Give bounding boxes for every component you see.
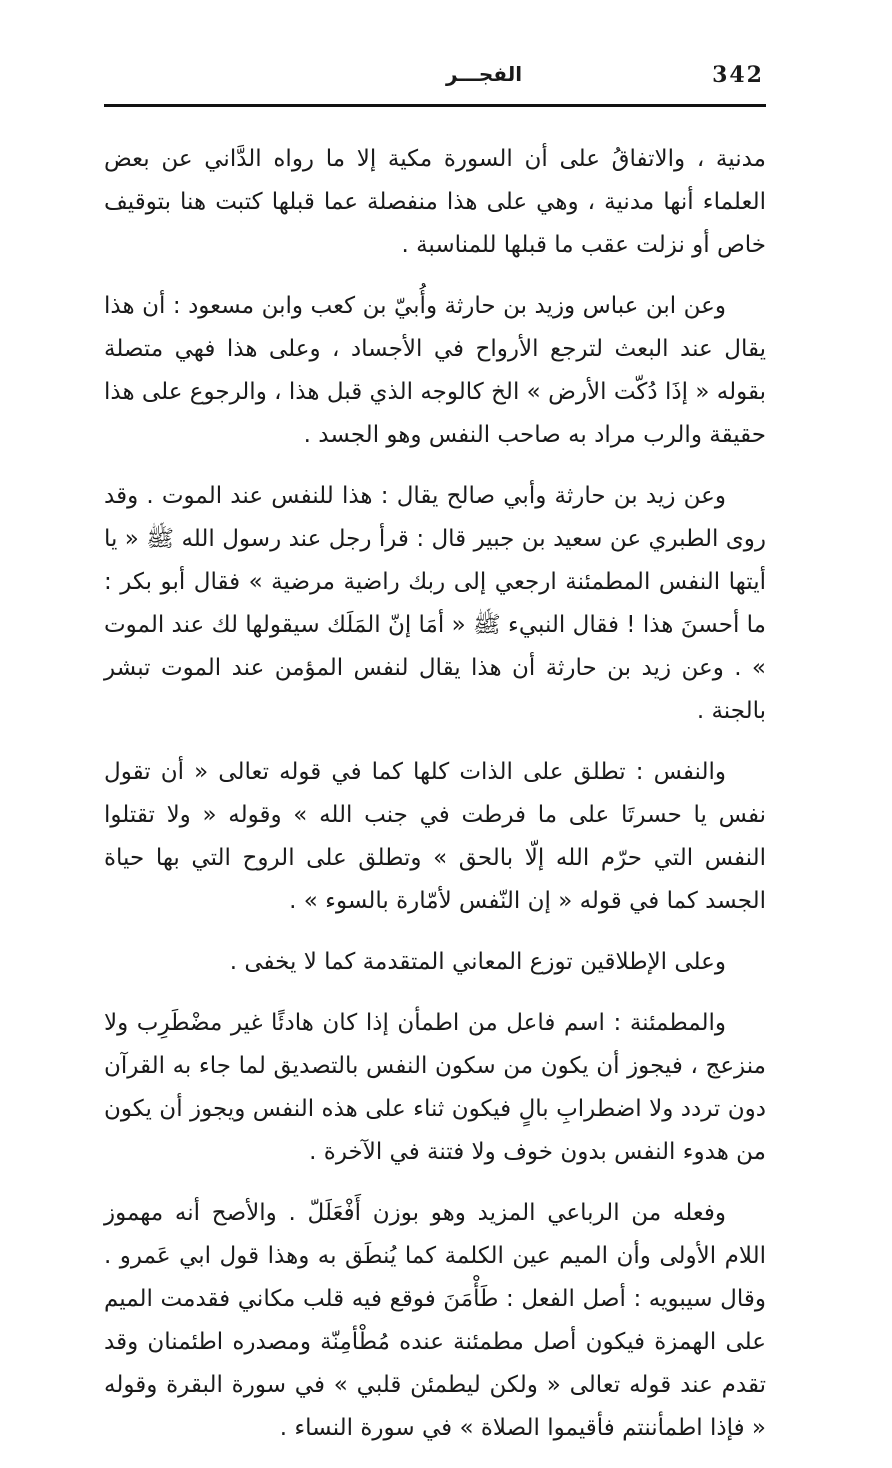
paragraph: وعلى الإطلاقين توزع المعاني المتقدمة كما لا يخفى .	[229, 949, 726, 975]
paragraph: وعن زيد بن حارثة وأبي صالح يقال : هذا للنفس عند الموت . وقد روى الطبري عن سعيد بن جبير قال : قرأ رجل عند رسول الله ﷺ « يا أيتها النفس المطمئنة ارجعي إلى ربك راضية مرضية » فقال أبو بكر : ما أحسنَ هذا ! فقال النبيء ﷺ « أمَا إنّ المَلَك سيقولها لك عند الموت » . وعن زيد بن حارثة أن هذا يقال لنفس المؤمن عند الموت تبشر بالجنة .	[104, 483, 766, 724]
paragraph: مدنية ، والاتفاقُ على أن السورة مكية إلا ما رواه الدَّاني عن بعض العلماء أنها مدنية ، وهي على هذا منفصلة عما قبلها كتبت هنا بتوقيف خاص أو نزلت عقب ما قبلها للمناسبة .	[104, 146, 766, 258]
paragraph: والنفس : تطلق على الذات كلها كما في قوله تعالى « أن تقول نفس يا حسرتَا على ما فرطت في جنب الله » وقوله « ولا تقتلوا النفس التي حرّم الله إلّا بالحق » وتطلق على الروح التي بها حياة الجسد كما في قوله « إن النّفس لأمّارة بالسوء » .	[104, 759, 766, 914]
page-number: 342	[712, 62, 764, 88]
paragraph: والمطمئنة : اسم فاعل من اطمأن إذا كان هادئًا غير مضْطَرِب ولا منزعج ، فيجوز أن يكون من سكون النفس بالتصديق لما جاء به القرآن دون تردد ولا اضطرابِ بالٍ فيكون ثناء على هذه النفس ويجوز أن يكون من هدوء النفس بدون خوف ولا فتنة في الآخرة .	[104, 1010, 766, 1165]
running-title: الفجـــر	[445, 62, 523, 86]
paragraph: وفعله من الرباعي المزيد وهو بوزن أَفْعَلَلّ . والأصح أنه مهموز اللام الأولى وأن الميم عين الكلمة كما يُنطَق به وهذا قول ابي عَمرو . وقال سيبويه : أصل الفعل : طَأْمَنَ فوقع فيه قلب مكاني فقدمت الميم على الهمزة فيكون أصل مطمئنة عنده مُطْأمِنّة ومصدره اطئمنان وقد تقدم عند قوله تعالى « ولكن ليطمئن قلبي » في سورة البقرة وقوله « فإذا اطمأننتم فأقيموا الصلاة » في سورة النساء .	[104, 1200, 766, 1441]
body-text	[104, 138, 766, 1468]
paragraph: وعن ابن عباس وزيد بن حارثة وأُبيّ بن كعب وابن مسعود : أن هذا يقال عند البعث لترجع الأرواح في الأجساد ، وعلى هذا فهي متصلة بقوله « إذَا دُكّت الأرض » الخ كالوجه الذي قبل هذا ، والرجوع على هذا حقيقة والرب مراد به صاحب النفس وهو الجسد .	[104, 293, 766, 448]
page-header	[104, 60, 766, 107]
